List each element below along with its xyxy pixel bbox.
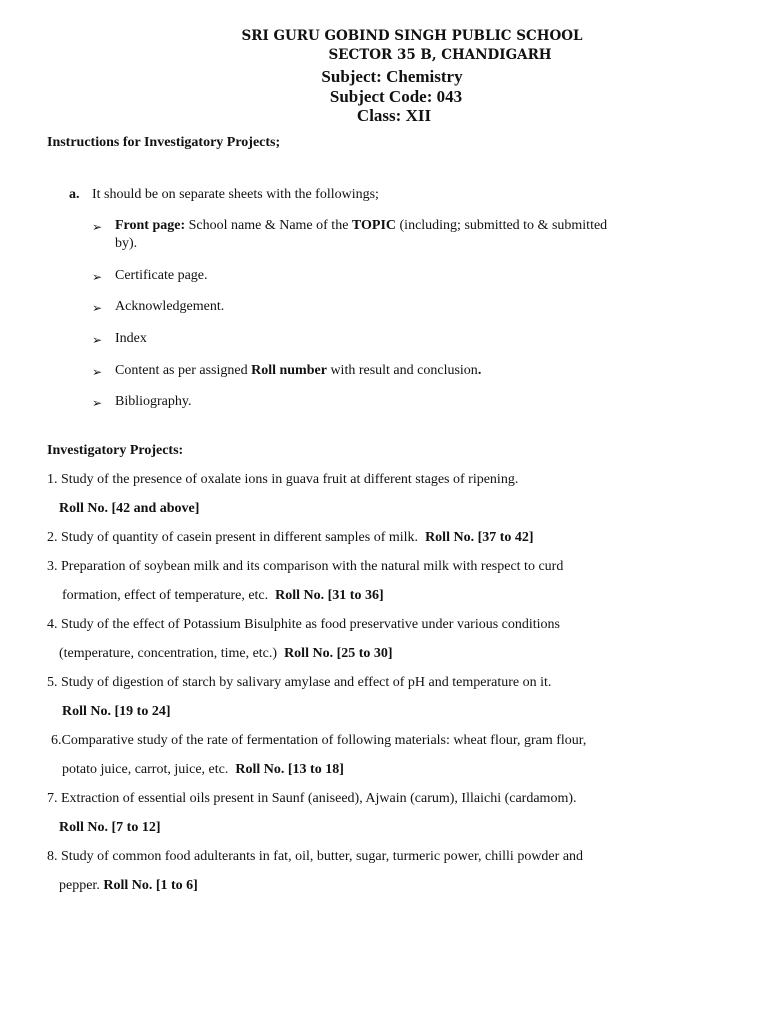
project-6-line-1: 6.Comparative study of the rate of fermentation of following materials: wheat flour, gram flour, [51,733,587,748]
bullet-front-page-cont: by). [115,236,138,251]
project-2-text: 2. Study of quantity of casein present in different samples of milk. [47,530,419,545]
front-page-text-end: (including; submitted to & submitted [396,218,608,233]
front-page-text: School name & Name of the [185,218,352,233]
project-4-line-1: 4. Study of the effect of Potassium Bisulphite as food preservative under various conditions [47,617,560,632]
project-4-roll: Roll No. [25 to 30] [284,646,393,661]
project-5: 5. Study of digestion of starch by salivary amylase and effect of pH and temperature on it. [47,675,552,690]
subject-code: Subject Code: 043 [329,87,463,106]
arrow-bullet-icon: ➢ [92,220,103,234]
project-2 [47,530,534,546]
item-a-text: It should be on separate sheets with the followings; [92,187,379,202]
front-page-label: Front page: [115,218,186,233]
project-5-roll: Roll No. [19 to 24] [62,704,171,719]
content-text: Content as per assigned [115,363,252,378]
arrow-bullet-icon: ➢ [92,301,103,315]
bullet-certificate: Certificate page. [115,268,208,283]
project-7-roll: Roll No. [7 to 12] [59,820,161,835]
roll-number-label: Roll number [251,363,327,378]
item-a-label: a. [69,187,80,202]
project-8-text: pepper. [59,878,100,893]
class-label: Class: XII [356,106,432,125]
subject-title: Subject: Chemistry [321,67,463,86]
bullet-index: Index [115,331,147,346]
project-8-line-2 [59,878,198,894]
school-sector: SECTOR 35 B, CHANDIGARH [328,47,552,63]
project-3-text: formation, effect of temperature, etc. [62,588,269,603]
project-4-line-2 [59,646,393,662]
project-8-line-1: 8. Study of common food adulterants in fat, oil, butter, sugar, turmeric power, chilli powder and [47,849,584,864]
project-6-line-2 [62,762,344,778]
project-3-line-1: 3. Preparation of soybean milk and its comparison with the natural milk with respect to curd [47,559,564,574]
project-2-roll: Roll No. [37 to 42] [425,530,534,545]
project-1: 1. Study of the presence of oxalate ions in guava fruit at different stages of ripening. [47,472,519,487]
arrow-bullet-icon: ➢ [92,396,103,410]
project-6-roll: Roll No. [13 to 18] [235,762,344,777]
bullet-front-page [115,218,607,234]
school-name: SRI GURU GOBIND SINGH PUBLIC SCHOOL [241,28,583,44]
project-7: 7. Extraction of essential oils present in Saunf (aniseed), Ajwain (carum), Illaichi (cardamom). [47,791,577,806]
project-8-roll: Roll No. [1 to 6] [103,878,198,893]
arrow-bullet-icon: ➢ [92,333,103,347]
instructions-heading: Instructions for Investigatory Projects; [47,135,281,150]
content-text-end: with result and conclusion [326,363,478,378]
project-3-roll: Roll No. [31 to 36] [275,588,384,603]
arrow-bullet-icon: ➢ [92,365,103,379]
arrow-bullet-icon: ➢ [92,270,103,284]
project-4-text: (temperature, concentration, time, etc.) [59,646,278,661]
bullet-acknowledgement: Acknowledgement. [115,299,225,314]
project-3-line-2 [62,588,384,604]
topic-label: TOPIC [351,218,397,233]
bullet-bibliography: Bibliography. [115,394,192,409]
project-1-roll: Roll No. [42 and above] [59,501,200,516]
project-6-text: potato juice, carrot, juice, etc. [62,762,229,777]
content-period: . [477,363,482,378]
projects-heading: Investigatory Projects: [47,443,184,458]
bullet-content [115,363,481,379]
